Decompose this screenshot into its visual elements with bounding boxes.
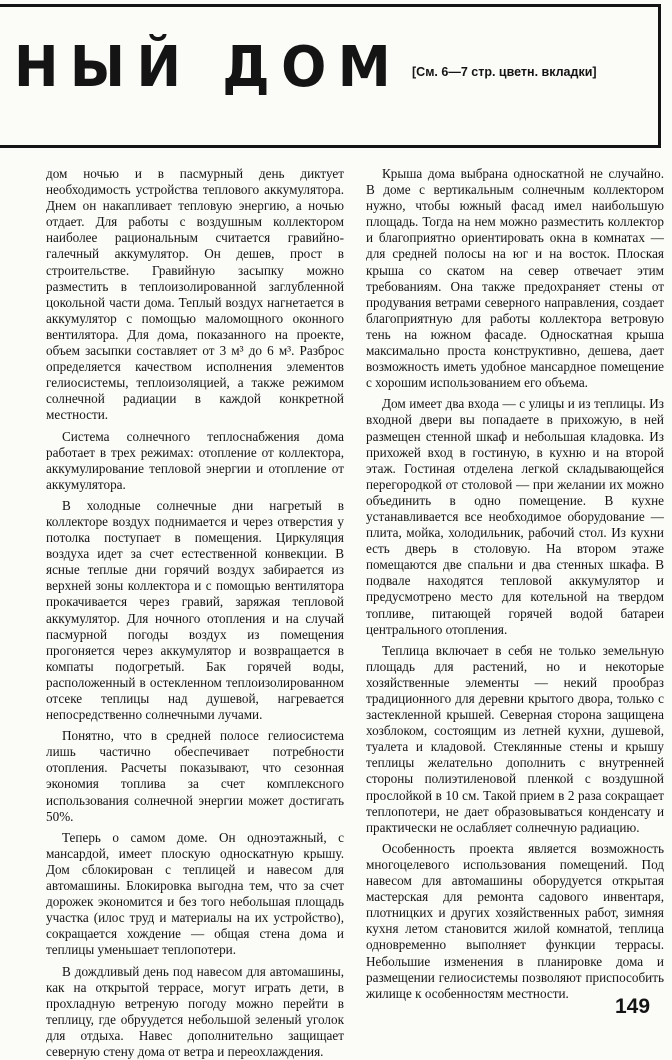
paragraph: дом ночью и в пасмурный день диктует необходимость устройства теплового аккумулятора. Днем он накапливает тепловую энергию, а ночью отдает. Для работы с воздушным коллектором наиболее рациональным считается гравийно-галечный аккумулятор. Он дешев, прост в строительстве. Гравийную засыпку можно разместить в теплоизолированной заглубленной цокольной части дома. Теплый воздух нагнетается в аккумулятор с помощью маломощного оконного вентилятора. Для дома, показанного на проекте, объем засыпки составляет от 3 м³ до 6 м³. Разброс определяется качеством исполнения элементов гелиосистемы, теплоизоляцией, а также режимом солнечной радиации в каждой конкретной местности. (46, 166, 344, 424)
color-insert-reference: [См. 6—7 стр. цветн. вкладки] (412, 65, 597, 79)
paragraph: Крыша дома выбрана односкатной не случайно. В доме с вертикальным солнечным коллектором нужно, чтобы южный фасад имел наибольшую площадь. Тогда на нем можно разместить коллектор и благоприятно ориентировать окна в комнатах — для средней полосы на юг и на восток. Плоская крыша со скатом на север отвечает этим требованиям. Она также предохраняет стены от продувания ветрами северного направления, создает благоприятную для работы коллектора ветровую тень на южном фасаде. Односкатная крыша максимально проста конструктивно, дешева, дает возможность иметь удобное мансардное помещение с хорошим использованием его объема. (366, 166, 664, 391)
paragraph: В холодные солнечные дни нагретый в коллекторе воздух поднимается и через отверстия у потолка поступает в помещения. Циркуляция воздуха идет за счет естественной конвекции. В ясные теплые дни горячий воздух забирается из верхней зоны коллектора и с помощью вентилятора прокачивается через гравий, заряжая тепловой аккумулятор. Для ночного отопления и на случай пасмурной погоды воздух из помещения прогоняется через аккумулятор и возвращается в компаты подогретый. Бак горячей воды, расположенный в остекленном теплоизолированном отсеке теплицы над душевой, нагревается непосредственно солнечными лучами. (46, 498, 344, 723)
right-column (366, 166, 664, 1002)
left-column (46, 166, 344, 1060)
article-title: НЫЙ ДОМ (14, 38, 402, 98)
paragraph: Теплица включает в себя не только земельную площадь для растений, но и некоторые хозяйственные элементы — некий прообраз традиционного для деревни крытого двора, только с застекленной крышей. Северная сторона защищена хозблоком, состоящим из летней кухни, душевой, туалета и кладовой. Стеклянные стены и крышу теплицы желательно дополнить с внутренней стороны полиэтиленовой пленкой с воздушной прослойкой в 10 см. Такой прием в 2 раза сокращает теплопотери, не дает образовываться конденсату и практически не ослабляет солнечную радиацию. (366, 643, 664, 836)
page-number: 149 (615, 995, 650, 1019)
paragraph: Дом имеет два входа — с улицы и из теплицы. Из входной двери вы попадаете в прихожую, в ней размещен стенной шкаф и небольшая кладовка. Из прихожей вход в гостиную, в кухню и на второй этаж. Гостиная отделена легкой складывающейся перегородкой от столовой — при желании их можно объединить в одно помещение. В кухне устанавливается все необходимое оборудование — плита, мойка, холодильник, рабочий стол. Из кухни есть дверь в столовую. На втором этаже помещаются две спальни и два стенных шкафа. В подвале находятся тепловой аккумулятор и предусмотрено место для котельной на твердом топливе, питающей горячей водой батареи центрального отопления. (366, 396, 664, 637)
paragraph: Понятно, что в средней полосе гелиосистема лишь частично обеспечивает потребности отопления. Расчеты показывают, что сезонная экономия топлива за счет комплексного использования солнечной энергии может достигать 50%. (46, 728, 344, 825)
paragraph: Особенность проекта является возможность многоцелевого использования помещений. Под навесом для автомашины оборудуется открытая мастерская для ремонта садового инвентаря, плотницких и других хозяйственных работ, зимняя кухня летом становится жилой комнатой, теплица одновременно выполняет функции террасы. Небольшие изменения в планировке дома и размещении гелиосистемы позволяют приспособить жилище к особенностям местности. (366, 841, 664, 1002)
paragraph: Теперь о самом доме. Он одноэтажный, с мансардой, имеет плоскую односкатную крышу. Дом сблокирован с теплицей и навесом для автомашины. Блокировка выгодна тем, что за счет дорожек экономится и без того небольшая площадь участка (илос труд и материалы на их устройство), сокращается хождение — общая стена дома и теплицы уменьшает теплопотери. (46, 830, 344, 959)
paragraph: Система солнечного теплоснабжения дома работает в трех режимах: отопление от коллектора, аккумулирование тепловой энергии и отопление от аккумулятора. (46, 429, 344, 493)
paragraph: В дождливый день под навесом для автомашины, как на открытой террасе, могут играть дети, в прохладную ветреную погоду можно перейти в теплицу, где обруудется небольшой зеленый уголок для отдыха. Навес дополнительно защищает северную стену дома от ветра и переохлаждения. (46, 964, 344, 1060)
